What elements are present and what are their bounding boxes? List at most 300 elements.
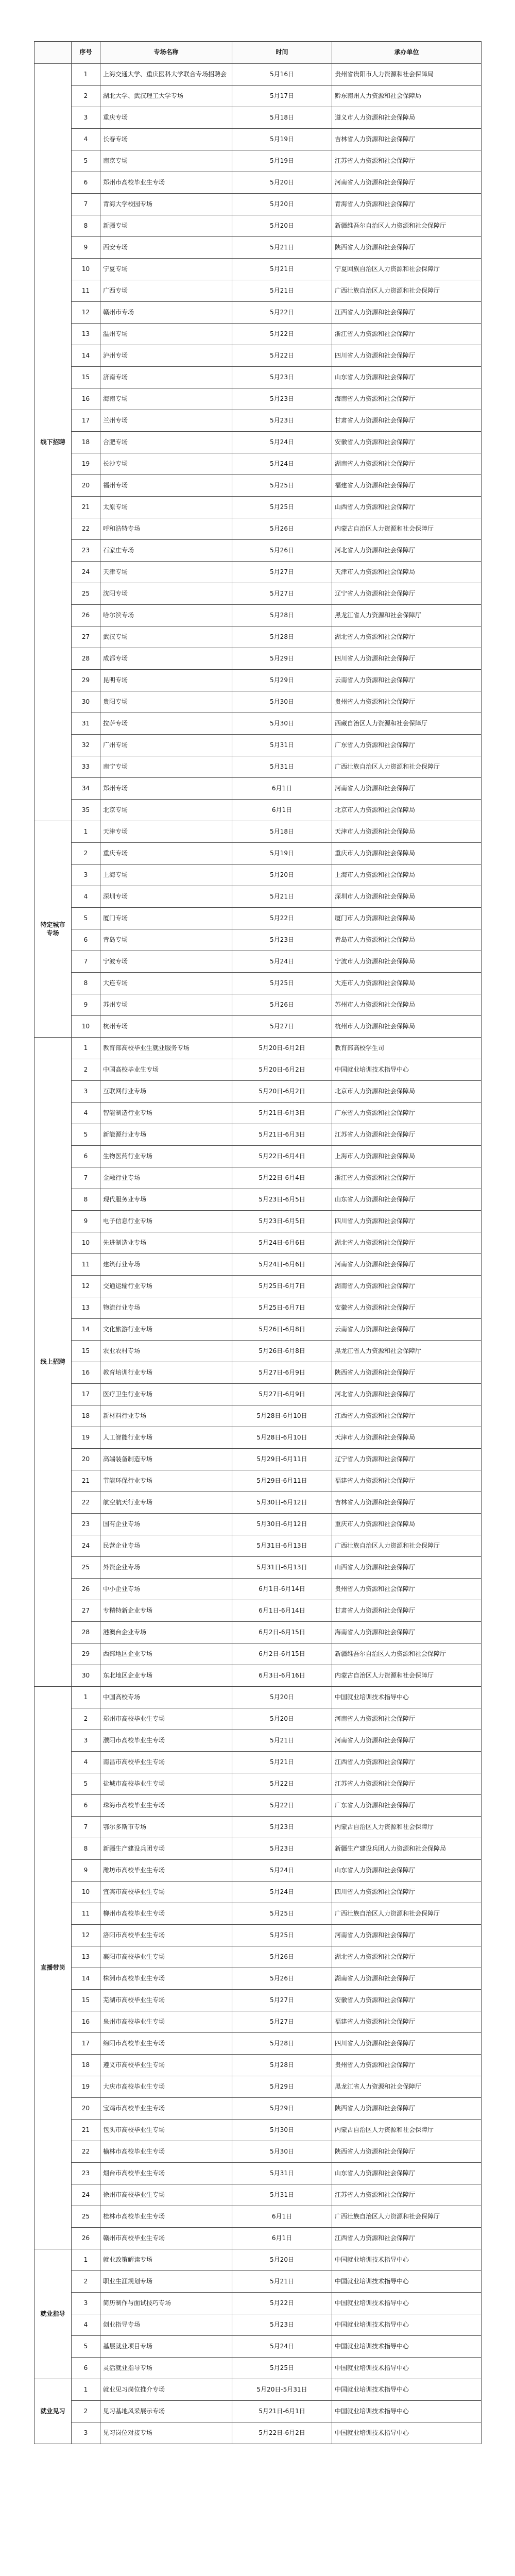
row-time: 5月31日 (232, 756, 332, 778)
row-name: 广州专场 (100, 735, 232, 756)
row-organizer: 陕西省人力资源和社会保障厅 (332, 237, 482, 259)
table-row (35, 388, 482, 410)
row-name: 智能制造行业专场 (100, 1103, 232, 1124)
table-row (35, 1427, 482, 1449)
row-name: 见习岗位对接专场 (100, 2422, 232, 2444)
row-number: 19 (72, 1427, 100, 1449)
row-time: 5月18日 (232, 821, 332, 843)
table-row (35, 150, 482, 172)
row-number: 30 (72, 691, 100, 713)
row-time: 5月24日-6月6日 (232, 1232, 332, 1254)
row-organizer: 贵州省贵阳市人力资源和社会保障局 (332, 64, 482, 86)
row-organizer: 广西壮族自治区人力资源和社会保障厅 (332, 280, 482, 302)
row-name: 互联网行业专场 (100, 1081, 232, 1103)
row-time: 5月31日-6月13日 (232, 1535, 332, 1557)
row-organizer: 西藏自治区人力资源和社会保障厅 (332, 713, 482, 735)
row-number: 9 (72, 237, 100, 259)
row-number: 2 (72, 1059, 100, 1081)
row-time: 6月1日-6月14日 (232, 1579, 332, 1600)
table-row (35, 215, 482, 237)
row-organizer: 广西壮族自治区人力资源和社会保障厅 (332, 2206, 482, 2228)
table-row (35, 1730, 482, 1752)
row-time: 5月25日-6月7日 (232, 1276, 332, 1297)
row-name: 专精特新企业专场 (100, 1600, 232, 1622)
table-row (35, 64, 482, 86)
row-organizer: 四川省人力资源和社会保障厅 (332, 345, 482, 367)
row-name: 交通运输行业专场 (100, 1276, 232, 1297)
table-row (35, 2076, 482, 2098)
row-name: 榆林市高校毕业生专场 (100, 2141, 232, 2163)
row-number: 4 (72, 129, 100, 150)
table-row (35, 1081, 482, 1103)
row-name: 宜宾市高校毕业生专场 (100, 1882, 232, 1903)
row-time: 5月20日 (232, 2249, 332, 2271)
row-organizer: 中国就业培训技术指导中心 (332, 2249, 482, 2271)
row-number: 25 (72, 583, 100, 605)
row-number: 24 (72, 562, 100, 583)
table-row (35, 929, 482, 951)
row-time: 5月27日 (232, 1990, 332, 2011)
row-time: 5月27日 (232, 583, 332, 605)
row-organizer: 河南省人力资源和社会保障厅 (332, 1708, 482, 1730)
row-name: 石家庄专场 (100, 540, 232, 562)
table-row (35, 994, 482, 1016)
row-name: 农业农村专场 (100, 1341, 232, 1362)
row-organizer: 新疆维吾尔自治区人力资源和社会保障厅 (332, 1643, 482, 1665)
row-time: 5月21日 (232, 1752, 332, 1773)
row-time: 5月22日 (232, 1795, 332, 1817)
row-organizer: 天津市人力资源和社会保障局 (332, 562, 482, 583)
table-row (35, 562, 482, 583)
row-name: 合肥专场 (100, 432, 232, 453)
row-name: 先进制造业专场 (100, 1232, 232, 1254)
table-row (35, 172, 482, 194)
table-row (35, 1860, 482, 1882)
table-row (35, 2033, 482, 2055)
row-organizer: 大连市人力资源和社会保障局 (332, 973, 482, 994)
header-number: 序号 (72, 42, 100, 64)
row-name: 上海专场 (100, 865, 232, 886)
row-name: 泉州市高校毕业生专场 (100, 2011, 232, 2033)
row-organizer: 福建省人力资源和社会保障厅 (332, 1470, 482, 1492)
row-time: 5月21日 (232, 2271, 332, 2293)
row-name: 襄阳市高校毕业生专场 (100, 1946, 232, 1968)
table-row (35, 1254, 482, 1276)
table-row (35, 1167, 482, 1189)
row-organizer: 江西省人力资源和社会保障厅 (332, 1405, 482, 1427)
row-organizer: 中国就业培训技术指导中心 (332, 2401, 482, 2422)
row-time: 5月20日-6月2日 (232, 1081, 332, 1103)
row-organizer: 深圳市人力资源和社会保障局 (332, 886, 482, 908)
row-number: 1 (72, 1038, 100, 1059)
table-row (35, 259, 482, 280)
row-number: 8 (72, 1189, 100, 1211)
table-body (35, 64, 482, 2444)
row-organizer: 广东省人力资源和社会保障厅 (332, 735, 482, 756)
row-organizer: 甘肃省人力资源和社会保障厅 (332, 1600, 482, 1622)
row-organizer: 海南省人力资源和社会保障厅 (332, 1622, 482, 1643)
table-row (35, 2163, 482, 2184)
row-number: 27 (72, 626, 100, 648)
row-number: 23 (72, 540, 100, 562)
table-row (35, 1535, 482, 1557)
row-number: 15 (72, 367, 100, 388)
row-name: 中国高校专场 (100, 1687, 232, 1708)
row-organizer: 贵州省人力资源和社会保障厅 (332, 1579, 482, 1600)
row-number: 1 (72, 64, 100, 86)
row-organizer: 黑龙江省人力资源和社会保障厅 (332, 2076, 482, 2098)
row-organizer: 山西省人力资源和社会保障厅 (332, 1557, 482, 1579)
row-number: 32 (72, 735, 100, 756)
row-organizer: 山东省人力资源和社会保障厅 (332, 367, 482, 388)
table-row (35, 1773, 482, 1795)
row-organizer: 山东省人力资源和社会保障厅 (332, 1189, 482, 1211)
row-time: 5月23日 (232, 388, 332, 410)
row-time: 5月25日 (232, 1925, 332, 1946)
table-row (35, 1124, 482, 1146)
row-organizer: 河北省人力资源和社会保障厅 (332, 1384, 482, 1405)
table-row (35, 735, 482, 756)
row-organizer: 福建省人力资源和社会保障厅 (332, 475, 482, 497)
table-row (35, 237, 482, 259)
row-organizer: 山西省人力资源和社会保障厅 (332, 497, 482, 518)
table-row (35, 2379, 482, 2401)
table-row (35, 2055, 482, 2076)
row-organizer: 上海市人力资源和社会保障局 (332, 865, 482, 886)
table-row (35, 2141, 482, 2163)
row-name: 教育培训行业专场 (100, 1362, 232, 1384)
row-organizer: 重庆市人力资源和社会保障局 (332, 1514, 482, 1535)
row-organizer: 中国就业培训技术指导中心 (332, 2422, 482, 2444)
row-number: 4 (72, 886, 100, 908)
row-time: 5月22日-6月4日 (232, 1146, 332, 1167)
row-time: 5月22日 (232, 302, 332, 324)
row-time: 5月27日 (232, 1016, 332, 1038)
row-time: 5月23日-6月5日 (232, 1211, 332, 1232)
table-row (35, 280, 482, 302)
row-time: 5月20日 (232, 172, 332, 194)
table-row (35, 1189, 482, 1211)
row-name: 南京专场 (100, 150, 232, 172)
row-organizer: 江苏省人力资源和社会保障厅 (332, 1124, 482, 1146)
row-organizer: 内蒙古自治区人力资源和社会保障厅 (332, 1817, 482, 1838)
table-row (35, 194, 482, 215)
row-name: 宝鸡市高校毕业生专场 (100, 2098, 232, 2120)
row-number: 7 (72, 951, 100, 973)
row-name: 上海交通大学、重庆医科大学联合专场招聘会 (100, 64, 232, 86)
table-row (35, 2336, 482, 2358)
row-name: 基层就业项目专场 (100, 2336, 232, 2358)
row-number: 5 (72, 2336, 100, 2358)
table-row (35, 691, 482, 713)
row-organizer: 辽宁省人力资源和社会保障厅 (332, 1449, 482, 1470)
row-organizer: 中国就业培训技术指导中心 (332, 2336, 482, 2358)
row-number: 9 (72, 994, 100, 1016)
row-organizer: 安徽省人力资源和社会保障厅 (332, 1990, 482, 2011)
table-row (35, 1059, 482, 1081)
row-number: 18 (72, 2055, 100, 2076)
row-time: 5月22日 (232, 908, 332, 929)
row-name: 高端装备制造专场 (100, 1449, 232, 1470)
table-row (35, 2422, 482, 2444)
row-time: 5月23日 (232, 2314, 332, 2336)
row-name: 福州专场 (100, 475, 232, 497)
row-organizer: 中国就业培训技术指导中心 (332, 1059, 482, 1081)
row-organizer: 福建省人力资源和社会保障厅 (332, 2011, 482, 2033)
table-row (35, 2184, 482, 2206)
row-organizer: 江苏省人力资源和社会保障厅 (332, 2184, 482, 2206)
row-time: 6月2日-6月15日 (232, 1643, 332, 1665)
row-number: 17 (72, 410, 100, 432)
row-name: 大庆市高校毕业生专场 (100, 2076, 232, 2098)
row-name: 柳州市高校毕业生专场 (100, 1903, 232, 1925)
table-row (35, 1362, 482, 1384)
table-header-row (35, 42, 482, 64)
row-name: 太原专场 (100, 497, 232, 518)
row-number: 16 (72, 2011, 100, 2033)
row-number: 34 (72, 778, 100, 800)
row-name: 见习基地风采展示专场 (100, 2401, 232, 2422)
row-time: 5月23日 (232, 929, 332, 951)
table-row (35, 1514, 482, 1535)
row-name: 株洲市高校毕业生专场 (100, 1968, 232, 1990)
row-organizer: 湖北省人力资源和社会保障厅 (332, 626, 482, 648)
row-number: 20 (72, 2098, 100, 2120)
row-number: 28 (72, 648, 100, 670)
row-name: 人工智能行业专场 (100, 1427, 232, 1449)
row-number: 5 (72, 908, 100, 929)
table-row (35, 605, 482, 626)
table-row (35, 86, 482, 107)
row-number: 15 (72, 1341, 100, 1362)
row-time: 5月28日-6月10日 (232, 1427, 332, 1449)
row-time: 5月21日 (232, 280, 332, 302)
row-number: 18 (72, 1405, 100, 1427)
row-time: 5月23日-6月5日 (232, 1189, 332, 1211)
row-number: 2 (72, 1708, 100, 1730)
row-time: 5月29日 (232, 2076, 332, 2098)
row-number: 14 (72, 1968, 100, 1990)
row-number: 2 (72, 2401, 100, 2422)
table-row (35, 1882, 482, 1903)
row-organizer: 云南省人力资源和社会保障厅 (332, 1319, 482, 1341)
row-time: 5月24日 (232, 1860, 332, 1882)
row-organizer: 天津市人力资源和社会保障局 (332, 1427, 482, 1449)
row-time: 5月30日-6月12日 (232, 1514, 332, 1535)
row-name: 哈尔滨专场 (100, 605, 232, 626)
row-time: 5月22日 (232, 2293, 332, 2314)
row-organizer: 上海市人力资源和社会保障局 (332, 1146, 482, 1167)
row-time: 5月17日 (232, 86, 332, 107)
row-number: 7 (72, 194, 100, 215)
row-time: 5月25日 (232, 497, 332, 518)
table-row (35, 1405, 482, 1427)
row-time: 6月1日 (232, 778, 332, 800)
row-name: 新疆专场 (100, 215, 232, 237)
row-name: 北京专场 (100, 800, 232, 821)
row-time: 5月31日 (232, 2163, 332, 2184)
row-time: 5月24日 (232, 453, 332, 475)
row-organizer: 贵州省人力资源和社会保障厅 (332, 2055, 482, 2076)
table-row (35, 1492, 482, 1514)
table-row (35, 1211, 482, 1232)
row-time: 5月20日-6月2日 (232, 1038, 332, 1059)
table-row (35, 1146, 482, 1167)
header-time: 时间 (232, 42, 332, 64)
row-number: 23 (72, 2163, 100, 2184)
row-name: 沈阳专场 (100, 583, 232, 605)
row-name: 南昌市高校毕业生专场 (100, 1752, 232, 1773)
row-name: 贵阳专场 (100, 691, 232, 713)
row-time: 5月22日-6月4日 (232, 1167, 332, 1189)
row-number: 13 (72, 324, 100, 345)
row-number: 10 (72, 1232, 100, 1254)
row-time: 5月27日 (232, 562, 332, 583)
row-organizer: 河南省人力资源和社会保障厅 (332, 172, 482, 194)
row-number: 6 (72, 172, 100, 194)
row-time: 5月21日 (232, 1730, 332, 1752)
row-number: 3 (72, 107, 100, 129)
table-row (35, 800, 482, 821)
header-name: 专场名称 (100, 42, 232, 64)
row-time: 5月21日 (232, 886, 332, 908)
row-organizer: 广东省人力资源和社会保障厅 (332, 1103, 482, 1124)
table-row (35, 908, 482, 929)
row-name: 深圳专场 (100, 886, 232, 908)
row-time: 5月27日-6月9日 (232, 1384, 332, 1405)
table-row (35, 951, 482, 973)
row-number: 6 (72, 1795, 100, 1817)
row-name: 天津专场 (100, 821, 232, 843)
row-organizer: 湖北省人力资源和社会保障厅 (332, 1946, 482, 1968)
row-number: 25 (72, 2206, 100, 2228)
table-row (35, 107, 482, 129)
table-row (35, 1903, 482, 1925)
row-name: 武汉专场 (100, 626, 232, 648)
row-number: 26 (72, 605, 100, 626)
table-row (35, 778, 482, 800)
row-organizer: 广西壮族自治区人力资源和社会保障厅 (332, 1535, 482, 1557)
row-name: 郑州市高校毕业生专场 (100, 172, 232, 194)
row-organizer: 中国就业培训技术指导中心 (332, 1687, 482, 1708)
row-name: 芜湖市高校毕业生专场 (100, 1990, 232, 2011)
row-name: 成都专场 (100, 648, 232, 670)
table-row (35, 2011, 482, 2033)
row-number: 8 (72, 1838, 100, 1860)
row-organizer: 四川省人力资源和社会保障厅 (332, 1211, 482, 1232)
row-number: 28 (72, 1622, 100, 1643)
row-organizer: 广东省人力资源和社会保障厅 (332, 1795, 482, 1817)
table-row (35, 1276, 482, 1297)
row-number: 21 (72, 497, 100, 518)
row-number: 3 (72, 2422, 100, 2444)
row-organizer: 新疆生产建设兵团人力资源和社会保障局 (332, 1838, 482, 1860)
row-time: 5月23日 (232, 367, 332, 388)
row-organizer: 湖北省人力资源和社会保障厅 (332, 1232, 482, 1254)
row-time: 5月26日 (232, 1946, 332, 1968)
table-row (35, 1557, 482, 1579)
row-time: 5月24日-6月6日 (232, 1254, 332, 1276)
row-name: 现代服务业专场 (100, 1189, 232, 1211)
row-name: 海南专场 (100, 388, 232, 410)
row-number: 4 (72, 1752, 100, 1773)
row-name: 南宁专场 (100, 756, 232, 778)
row-time: 5月20日 (232, 215, 332, 237)
row-name: 天津专场 (100, 562, 232, 583)
table-row (35, 1752, 482, 1773)
row-time: 5月23日 (232, 1817, 332, 1838)
table-row (35, 648, 482, 670)
row-organizer: 海南省人力资源和社会保障厅 (332, 388, 482, 410)
row-name: 节能环保行业专场 (100, 1470, 232, 1492)
row-name: 灵活就业指导专场 (100, 2358, 232, 2379)
row-organizer: 吉林省人力资源和社会保障厅 (332, 1492, 482, 1514)
table-row (35, 670, 482, 691)
row-time: 5月25日 (232, 475, 332, 497)
row-number: 27 (72, 1600, 100, 1622)
row-number: 31 (72, 713, 100, 735)
row-number: 17 (72, 2033, 100, 2055)
row-organizer: 河南省人力资源和社会保障厅 (332, 1925, 482, 1946)
row-number: 19 (72, 2076, 100, 2098)
row-organizer: 安徽省人力资源和社会保障厅 (332, 1297, 482, 1319)
row-organizer: 北京市人力资源和社会保障局 (332, 800, 482, 821)
row-organizer: 山东省人力资源和社会保障厅 (332, 1860, 482, 1882)
table-row (35, 886, 482, 908)
row-time: 5月22日 (232, 345, 332, 367)
row-time: 5月27日-6月9日 (232, 1362, 332, 1384)
row-number: 6 (72, 2358, 100, 2379)
row-number: 3 (72, 2293, 100, 2314)
row-name: 温州专场 (100, 324, 232, 345)
row-number: 3 (72, 1730, 100, 1752)
row-time: 5月29日-6月11日 (232, 1470, 332, 1492)
row-name: 长沙专场 (100, 453, 232, 475)
row-name: 包头市高校毕业生专场 (100, 2120, 232, 2141)
table-row (35, 475, 482, 497)
row-name: 职业生涯规划专场 (100, 2271, 232, 2293)
row-name: 拉萨专场 (100, 713, 232, 735)
table-row (35, 865, 482, 886)
row-number: 1 (72, 2379, 100, 2401)
row-time: 5月30日 (232, 2120, 332, 2141)
row-number: 1 (72, 1687, 100, 1708)
row-number: 25 (72, 1557, 100, 1579)
row-number: 26 (72, 1579, 100, 1600)
table-row (35, 2249, 482, 2271)
row-organizer: 黑龙江省人力资源和社会保障厅 (332, 605, 482, 626)
table-row (35, 2314, 482, 2336)
row-time: 5月19日 (232, 150, 332, 172)
table-row (35, 1968, 482, 1990)
row-organizer: 广西壮族自治区人力资源和社会保障厅 (332, 1903, 482, 1925)
row-name: 新材料行业专场 (100, 1405, 232, 1427)
row-organizer: 青海省人力资源和社会保障厅 (332, 194, 482, 215)
table-row (35, 843, 482, 865)
table-row (35, 2098, 482, 2120)
row-number: 12 (72, 1276, 100, 1297)
table-row (35, 2293, 482, 2314)
row-name: 文化旅游行业专场 (100, 1319, 232, 1341)
row-name: 就业见习岗位推介专场 (100, 2379, 232, 2401)
row-name: 济南专场 (100, 367, 232, 388)
row-number: 5 (72, 1773, 100, 1795)
row-number: 10 (72, 1882, 100, 1903)
row-name: 中国高校毕业生专场 (100, 1059, 232, 1081)
row-organizer: 甘肃省人力资源和社会保障厅 (332, 410, 482, 432)
row-number: 14 (72, 1319, 100, 1341)
row-organizer: 河南省人力资源和社会保障厅 (332, 1730, 482, 1752)
